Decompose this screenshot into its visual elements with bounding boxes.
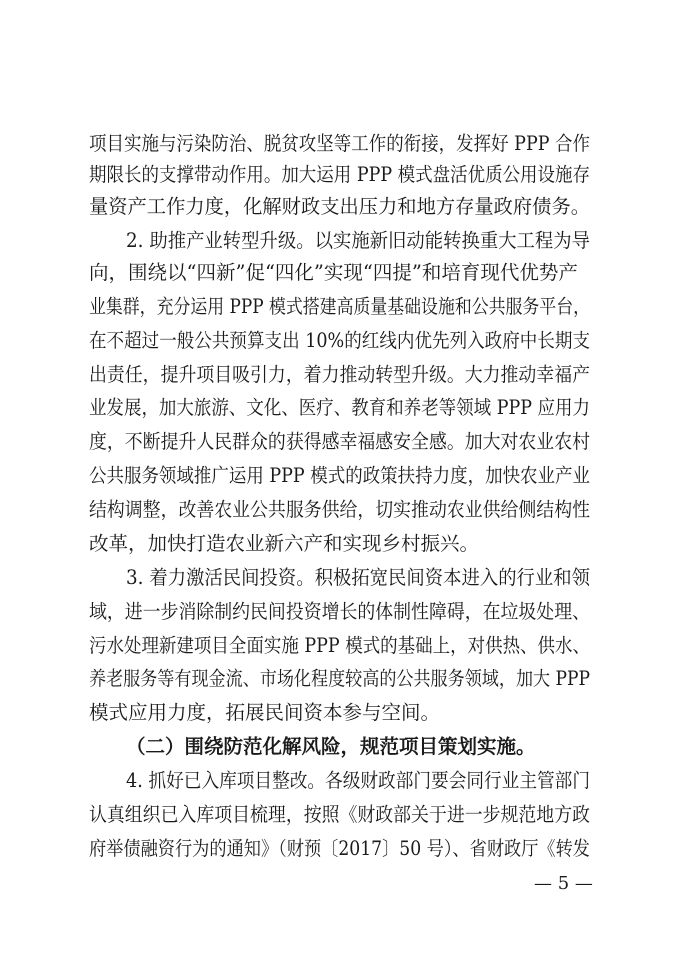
body-line-text: 业集群，充分运用 PPP 模式搭建高质量基础设施和公共服务平台，	[89, 295, 590, 318]
body-line-text: 污水处理新建项目全面实施 PPP 模式的基础上，对供热、供水、	[89, 634, 590, 657]
body-line-text: 府举债融资行为的通知》（财预〔2017〕50 号）、省财政厅《转发	[89, 837, 590, 860]
body-line-text: 养老服务等有现金流、市场化程度较高的公共服务领域，加大 PPP	[89, 667, 590, 690]
body-line-text: 度，不断提升人民群众的获得感幸福感安全感。加大对农业农村	[89, 430, 590, 453]
section-heading: （二）围绕防范化解风险，规范项目策划实施。	[126, 735, 536, 758]
section-item-text: 3. 着力激活民间投资。积极拓宽民间资本进入的行业和领	[126, 566, 590, 589]
body-line-text: 期限长的支撑带动作用。加大运用 PPP 模式盘活优质公用设施存	[89, 163, 590, 186]
body-line-text: 改革，加快打造农业新六产和实现乡村振兴。	[89, 532, 480, 555]
body-line-text: 量资产工作力度，化解财政支出压力和地方存量政府债务。	[89, 195, 590, 218]
body-line-text: 出责任，提升项目吸引力，着力推动转型升级。大力推动幸福产	[89, 363, 590, 386]
page-number: — 5 —	[534, 873, 593, 894]
body-line-text: 模式应用力度，拓展民间资本参与空间。	[89, 701, 441, 724]
body-line-text: 向，围绕以“四新”促“四化”实现“四提”和培育现代优势产	[89, 261, 578, 284]
body-line-text: 认真组织已入库项目梳理，按照《财政部关于进一步规范地方政	[89, 803, 590, 826]
body-line-text: 结构调整，改善农业公共服务供给，切实推动农业供给侧结构性	[89, 498, 590, 521]
body-line-text: 业发展，加大旅游、文化、医疗、教育和养老等领域 PPP 应用力	[89, 396, 590, 419]
body-line-text: 项目实施与污染防治、脱贫攻坚等工作的衔接，发挥好 PPP 合作	[89, 132, 590, 155]
body-line-text: 在不超过一般公共预算支出 10%的红线内优先列入政府中长期支	[89, 329, 590, 352]
body-line-text: 公共服务领域推广运用 PPP 模式的政策扶持力度，加快农业产业	[89, 464, 590, 487]
section-item-text: 2. 助推产业转型升级。以实施新旧动能转换重大工程为导	[126, 229, 590, 252]
body-line-text: 域，进一步消除制约民间投资增长的体制性障碍，在垃圾处理、	[89, 600, 590, 623]
section-item-text: 4. 抓好已入库项目整改。各级财政部门要会同行业主管部门	[126, 769, 590, 792]
